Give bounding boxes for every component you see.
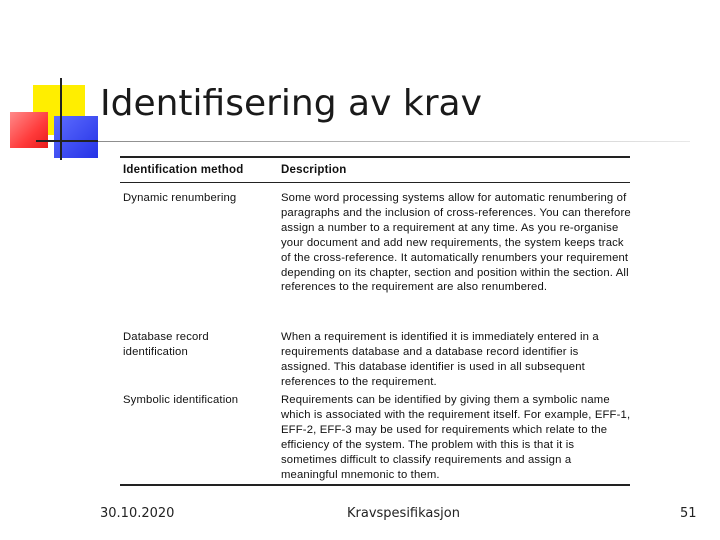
row-description-cell: When a requirement is identified it is immediately entered in a requirements database and a database record identifier is assigned. This database identifier is used in all subsequent references to the requirement. [281,331,599,388]
header-description: Description [281,164,347,176]
footer-title: Kravspesifikasjon [347,506,460,521]
row-description-cell: Some word processing systems allow for automatic renumbering of paragraphs and the inclusion of cross-references. You can therefore assign a number to a requirement at any time. As you re-organise your document and add new requirements, the system keeps track of the cross-reference. It automatically renumbers your requirement depending on its chapter, section and position within the section. All references to the requirement are also renumbered. [281,192,631,294]
footer-page-number: 51 [680,506,697,521]
slide-title: Identifisering av krav [100,83,482,124]
table-bottom-rule [120,484,630,486]
title-underline [98,141,690,142]
row-method-cell: Symbolic identification [123,394,239,406]
row-method-cell: Dynamic renumbering [123,192,237,204]
table-header-rule [120,182,630,183]
decorative-vertical-line [60,78,62,160]
footer-date: 30.10.2020 [100,506,175,521]
decorative-red-square [10,112,48,148]
row-method-cell: Database record identification [123,331,209,358]
row-description-cell: Requirements can be identified by giving them a symbolic name which is associated with the requirement itself. For example, EFF-1, EFF-2, EFF-3 may be used for requirements which relate to the efficiency of the system. The problem with this is that it is sometimes difficult to classify requirements and assign a meaningful mnemonic to them. [281,394,631,481]
header-identification-method: Identification method [123,164,244,176]
decorative-horizontal-line [36,140,98,142]
identification-table [120,156,630,486]
table-top-rule [120,156,630,158]
